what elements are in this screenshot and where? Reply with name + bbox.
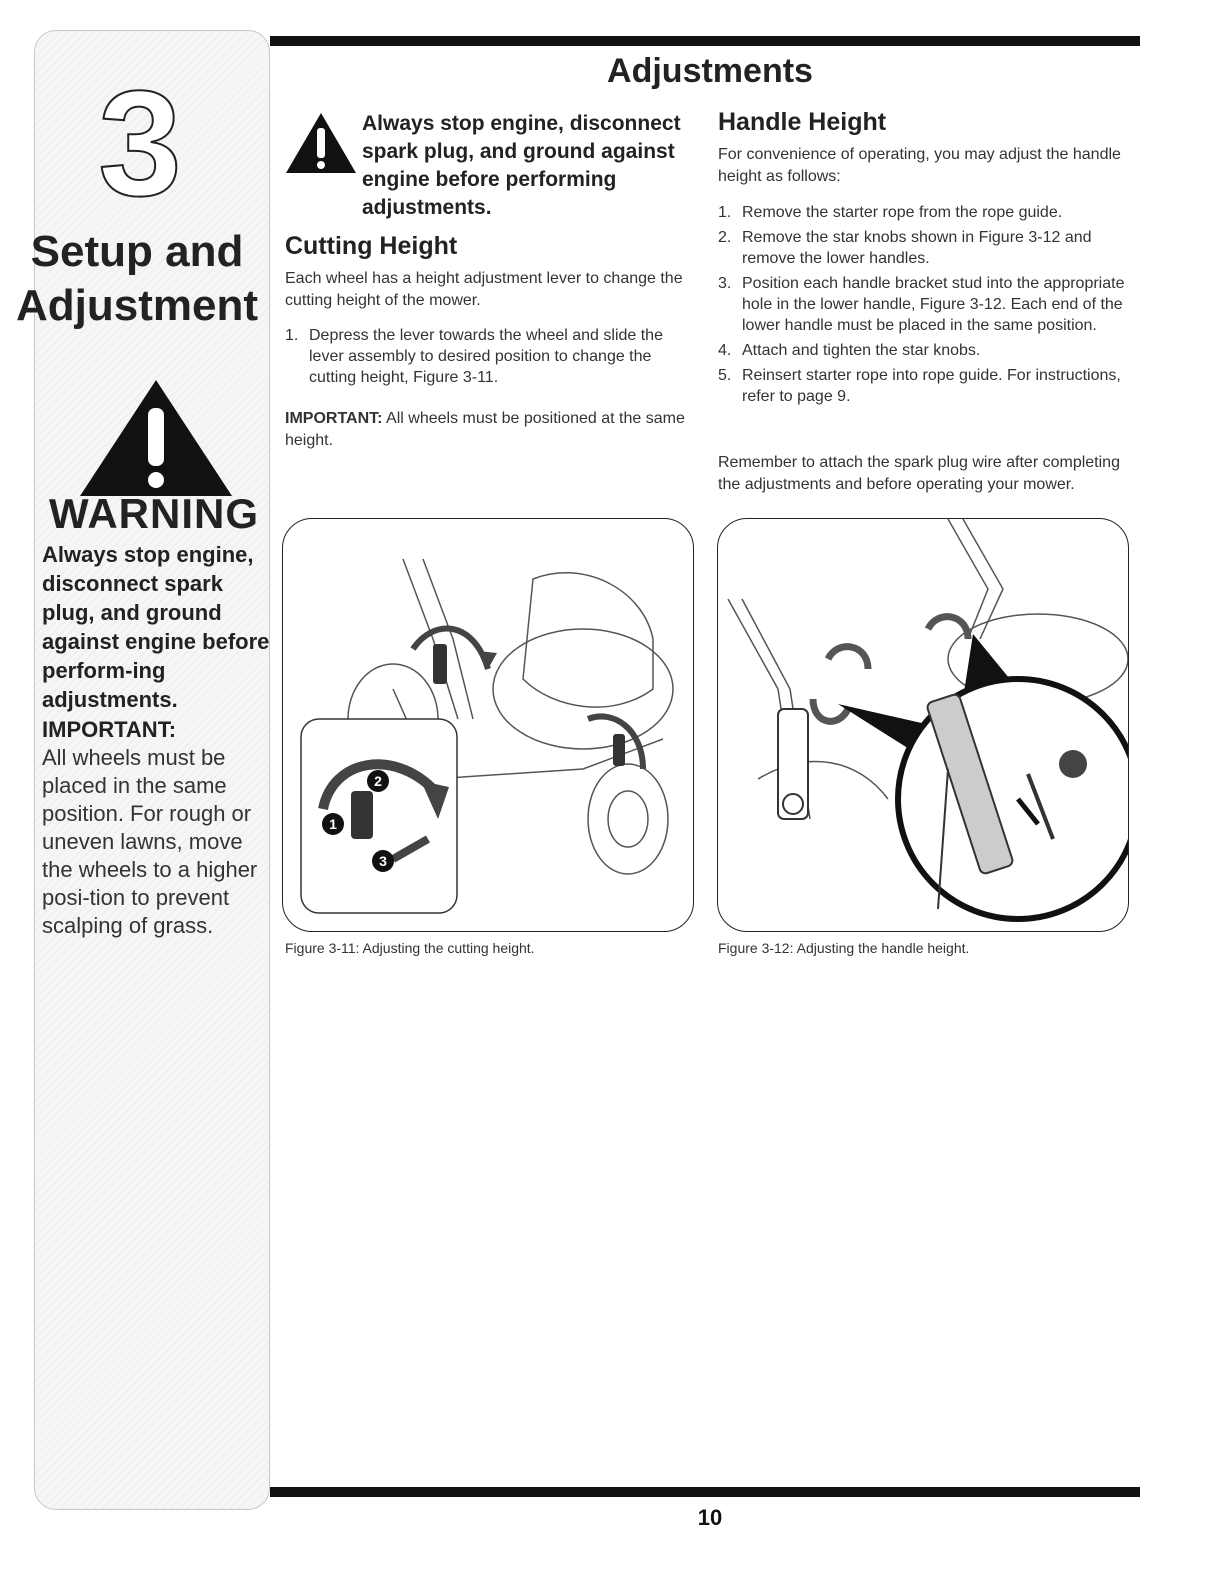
- step-number: 1.: [285, 327, 299, 344]
- top-rule: [270, 36, 1140, 46]
- handle-height-heading: Handle Height: [718, 108, 887, 136]
- step-text: Position each handle bracket stud into the appropriate hole in the lower handle, Figure 3-12. Each end of the lower handle must be placed in the same position.: [742, 275, 1125, 334]
- step-text: Attach and tighten the star knobs.: [742, 342, 981, 359]
- figure-cutting-height: [282, 518, 694, 932]
- list-item: [718, 365, 1133, 407]
- step-number: 4.: [718, 342, 732, 359]
- list-item: [718, 340, 1133, 361]
- step-text: Reinsert starter rope into rope guide. For instructions, refer to page 9.: [742, 367, 1121, 405]
- list-item: [718, 227, 1133, 269]
- important-label: IMPORTANT:: [285, 410, 383, 427]
- callout-badge: [322, 813, 344, 835]
- callout-3: 3: [379, 853, 387, 869]
- warning-triangle-icon: [285, 112, 357, 174]
- callout-badge: [372, 850, 394, 872]
- chapter-number: 3: [98, 59, 182, 227]
- chapter-title-line1: Setup and: [30, 227, 244, 276]
- important-text: All wheels must be positioned at the same height.: [285, 410, 685, 449]
- callout-1: 1: [329, 816, 337, 832]
- step-number: 1.: [718, 204, 732, 221]
- main-warning-text: Always stop engine, disconnect spark plug, and ground against engine before performing adjustments.: [362, 112, 681, 219]
- chapter-title-line2: Adjustment: [16, 281, 258, 330]
- page-number: 10: [697, 1505, 723, 1530]
- callout-badge: [367, 770, 389, 792]
- sidebar-important-text: All wheels must be placed in the same position. For rough or uneven lawns, move the wheels to a higher posi-tion to prevent scalping of grass.: [42, 745, 258, 938]
- warning-heading: WARNING: [49, 490, 259, 537]
- step-text: Depress the lever towards the wheel and slide the lever assembly to desired position to change the cutting height, Figure 3-11.: [309, 327, 663, 386]
- bottom-rule: [270, 1487, 1140, 1497]
- step-number: 5.: [718, 367, 732, 384]
- callout-2: 2: [374, 773, 382, 789]
- chapter-title: [0, 225, 274, 333]
- list-item: [285, 325, 685, 388]
- step-text: Remove the starter rope from the rope guide.: [742, 204, 1063, 221]
- figure-caption: Figure 3-12: Adjusting the handle height.: [718, 940, 970, 956]
- figure-caption: Figure 3-11: Adjusting the cutting height.: [285, 940, 535, 956]
- sidebar-important-label: IMPORTANT:: [42, 717, 177, 742]
- step-text: Remove the star knobs shown in Figure 3-12 and remove the lower handles.: [742, 229, 1092, 267]
- list-item: [718, 202, 1133, 223]
- handle-height-steps: [718, 202, 1133, 411]
- cutting-height-steps: [285, 325, 685, 392]
- cutting-height-heading: Cutting Height: [285, 232, 458, 260]
- list-item: [718, 273, 1133, 336]
- cutting-height-intro: Each wheel has a height adjustment lever to change the cutting height of the mower.: [285, 270, 683, 309]
- cutting-height-important: [285, 408, 685, 452]
- step-number: 3.: [718, 275, 732, 292]
- handle-bracket-illustration: [718, 519, 1129, 932]
- step-number: 2.: [718, 229, 732, 246]
- sidebar-warning-text: Always stop engine, disconnect spark plug, and ground against engine before perform-ing adjustments.: [42, 542, 270, 712]
- figure-handle-height: [717, 518, 1129, 932]
- page-title: Adjustments: [607, 52, 813, 90]
- handle-height-closing: Remember to attach the spark plug wire after completing the adjustments and before operating your mower.: [718, 454, 1120, 493]
- warning-triangle-icon: [78, 378, 234, 498]
- mower-wheel-illustration: [283, 519, 694, 932]
- handle-height-intro: For convenience of operating, you may adjust the handle height as follows:: [718, 146, 1121, 185]
